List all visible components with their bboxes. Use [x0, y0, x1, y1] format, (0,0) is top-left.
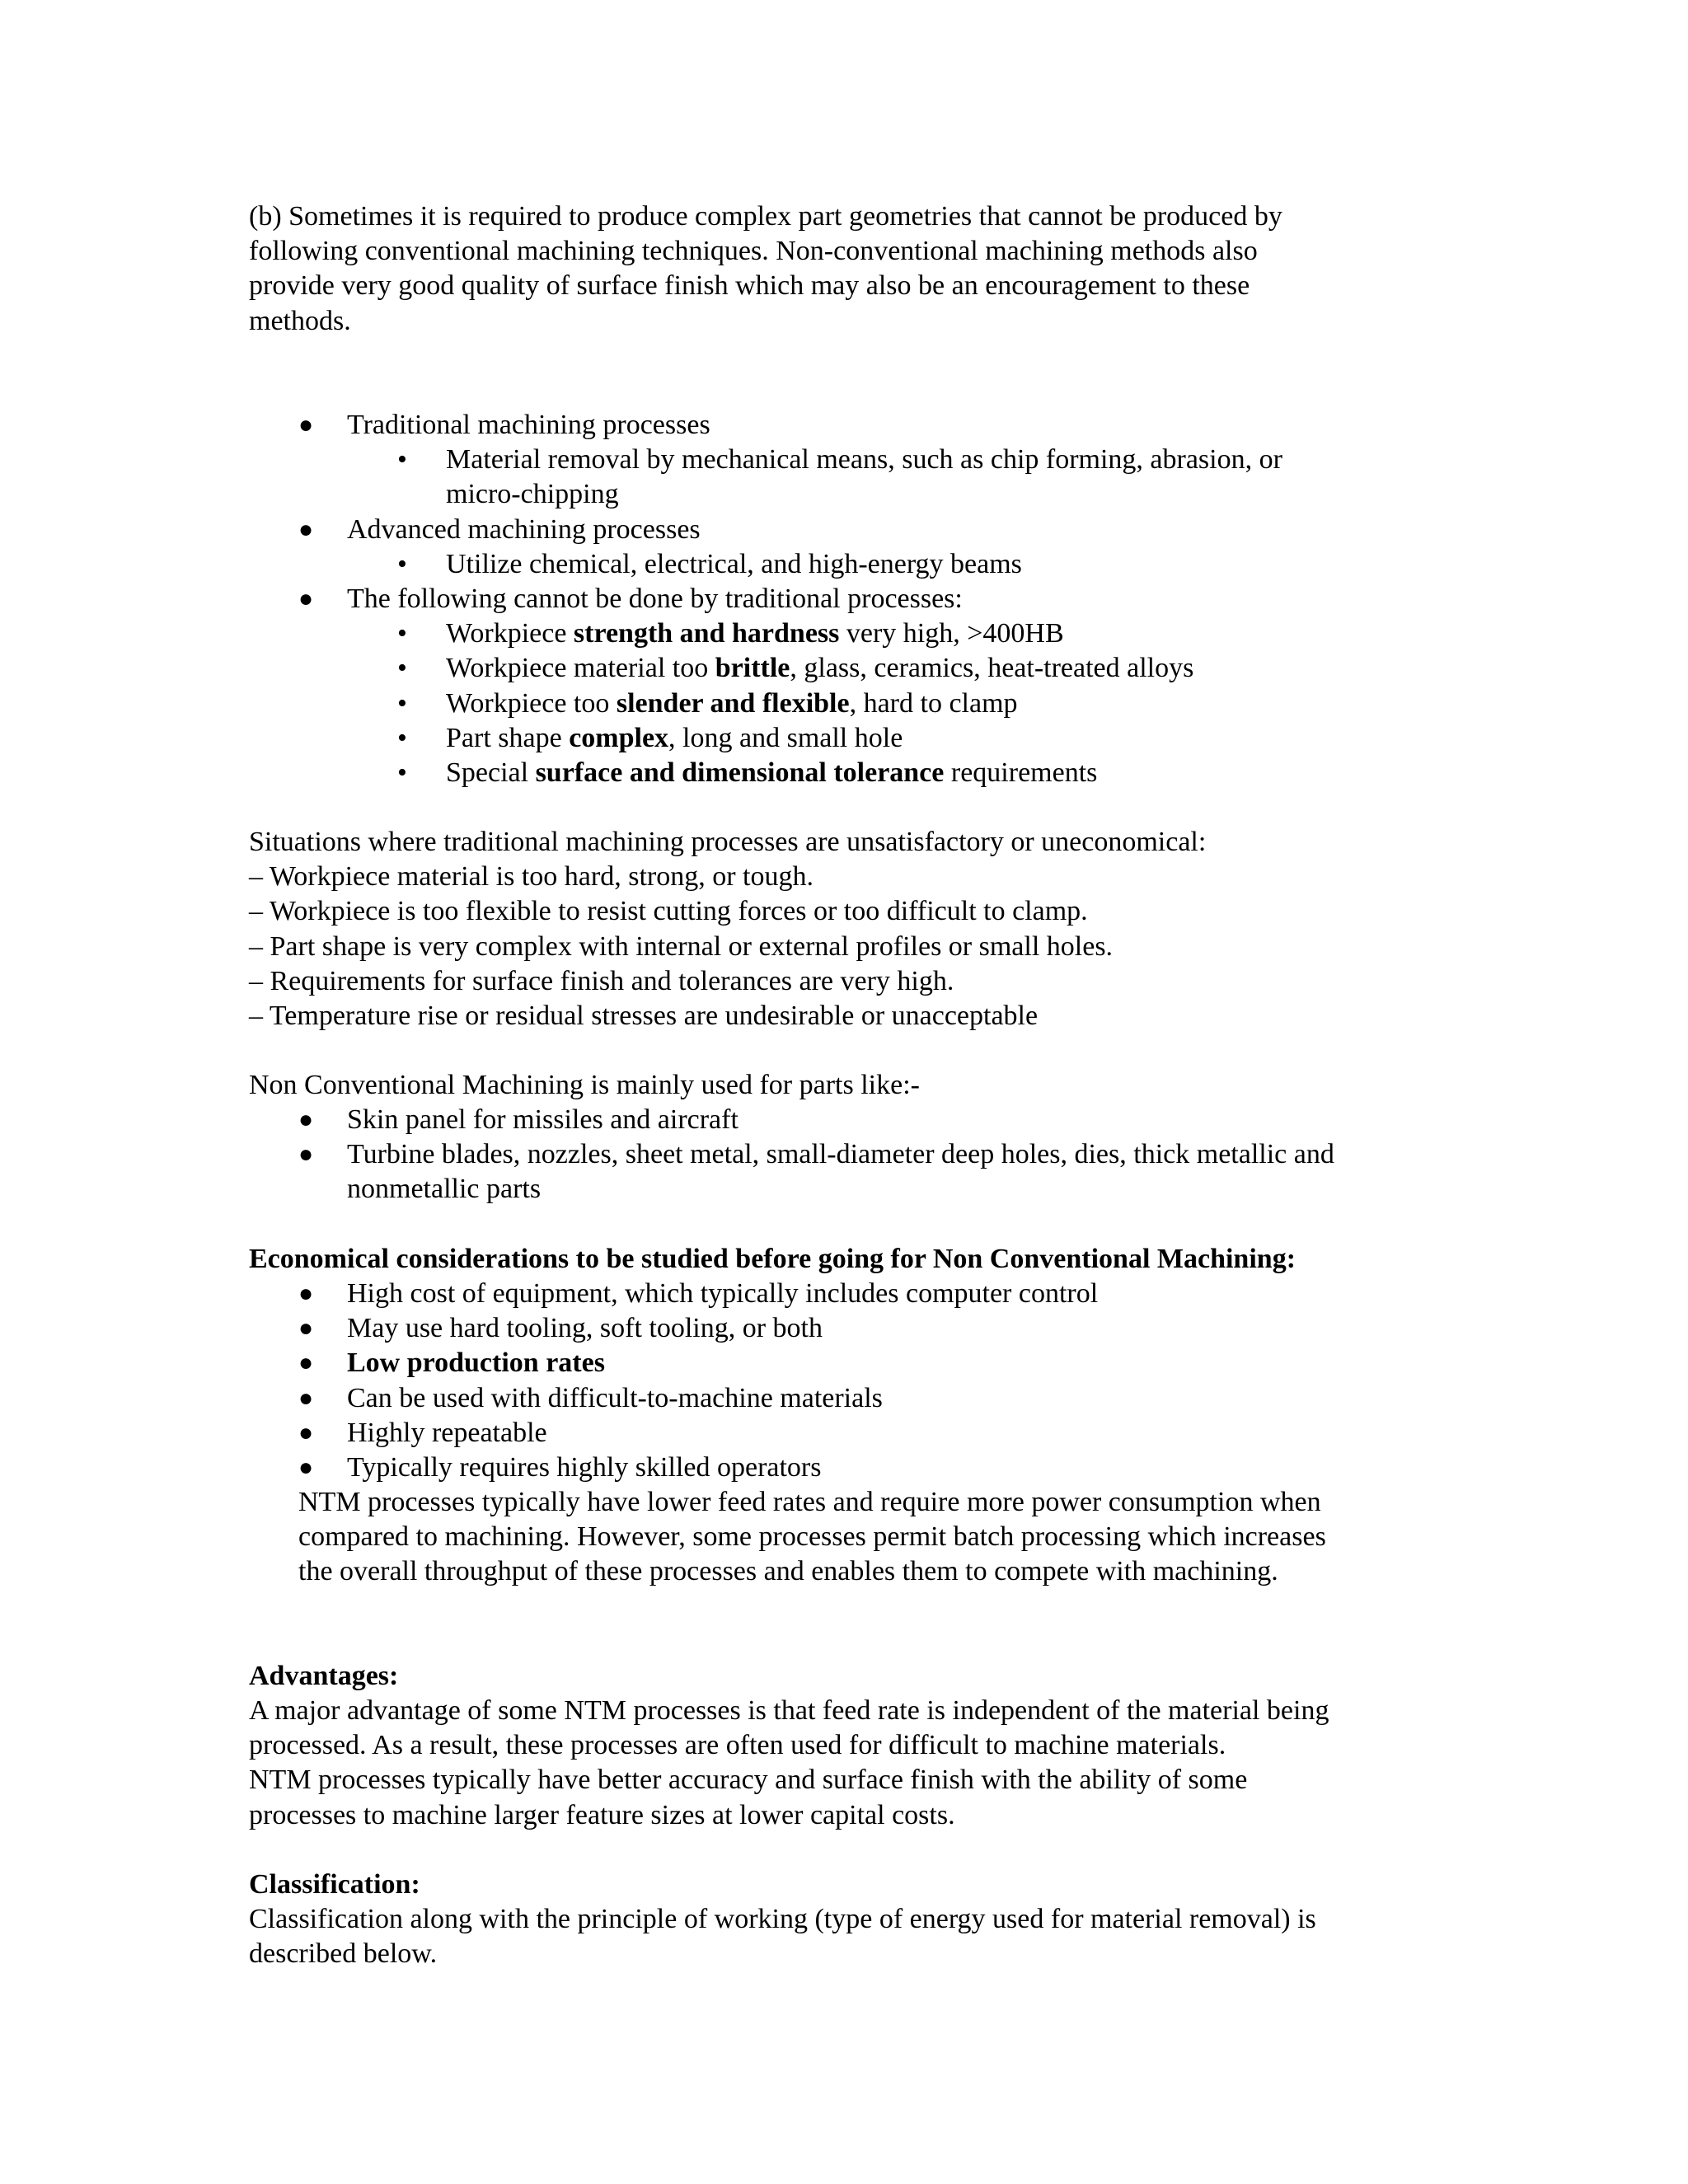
intro-line: (b) Sometimes it is required to produce complex part geometries that cannot be produced by [249, 201, 1282, 232]
sub-item-text: Workpiece too slender and flexible, hard to clamp [446, 687, 1018, 719]
economical-note [298, 1485, 1326, 1590]
bullet-icon: ● [298, 1280, 314, 1307]
bullet-icon: ● [298, 411, 314, 438]
sub-bullet-icon: • [397, 548, 407, 579]
list-item-advanced [0, 513, 1688, 547]
list-item [0, 1103, 1688, 1137]
list-item-label: Skin panel for missiles and aircraft [347, 1104, 738, 1135]
classification-line: described below. [249, 1938, 438, 1970]
note-line: compared to machining. However, some processes permit batch processing which increases [298, 1521, 1326, 1553]
bullet-icon: ● [298, 1453, 314, 1481]
bullet-icon: ● [298, 584, 314, 612]
sub-item-text: Workpiece strength and hardness very high, >400HB [446, 618, 1064, 649]
list-item-label: Advanced machining processes [347, 513, 701, 545]
intro-line: following conventional machining techniques. Non-conventional machining methods also [249, 236, 1258, 267]
sub-bullet-icon: • [397, 444, 407, 476]
sub-bullet-icon: • [397, 653, 407, 684]
list-item-label: Can be used with difficult-to-machine materials [347, 1382, 883, 1413]
situations-line: – Requirements for surface finish and tolerances are very high. [249, 965, 954, 996]
sub-bullet-icon: • [397, 757, 407, 788]
situations-line: – Temperature rise or residual stresses are undesirable or unacceptable [249, 1000, 1039, 1031]
bullet-icon: ● [298, 1384, 314, 1412]
advantages-line: NTM processes typically have better accuracy and surface finish with the ability of some [249, 1765, 1248, 1796]
list-item-label: Typically requires highly skilled operators [347, 1451, 822, 1483]
process-list [0, 408, 1688, 790]
sub-bullet-icon: • [397, 687, 407, 719]
sub-item-text: Material removal by mechanical means, such as chip forming, abrasion, or micro-chipping [446, 444, 1282, 510]
list-item [0, 1137, 1688, 1207]
economical-heading: Economical considerations to be studied before going for Non Conventional Machining: [249, 1244, 1296, 1274]
intro-line: methods. [249, 305, 351, 336]
sub-item-text: Utilize chemical, electrical, and high-energy beams [446, 548, 1022, 579]
note-line: the overall throughput of these processes and enables them to compete with machining. [298, 1556, 1278, 1587]
list-item-label: High cost of equipment, which typically includes computer control [347, 1278, 1099, 1309]
sub-item-text: Special surface and dimensional tolerance requirements [446, 757, 1098, 788]
sub-item [0, 651, 1688, 686]
sub-item [0, 443, 1688, 512]
intro-paragraph [249, 199, 1282, 339]
sub-item-text: Workpiece material too brittle, glass, ceramics, heat-treated alloys [446, 653, 1194, 684]
sub-item [0, 616, 1688, 651]
sub-item [0, 756, 1688, 790]
intro-line: provide very good quality of surface finish which may also be an encouragement to these [249, 270, 1250, 302]
list-item-label: May use hard tooling, soft tooling, or both [347, 1313, 823, 1344]
bullet-icon: ● [298, 1315, 314, 1343]
list-item [0, 1416, 1688, 1451]
situations-paragraph [249, 825, 1206, 1033]
advantages-paragraph [249, 1694, 1329, 1833]
list-item-label: The following cannot be done by traditional processes: [347, 583, 963, 614]
classification-line: Classification along with the principle of working (type of energy used for material removal) is [249, 1904, 1316, 1934]
sub-item-text: Part shape complex, long and small hole [446, 722, 903, 753]
situations-line: Situations where traditional machining processes are unsatisfactory or uneconomical: [249, 827, 1207, 857]
uses-heading: Non Conventional Machining is mainly used for parts like:- [249, 1070, 920, 1100]
advantages-line: processes to machine larger feature sizes at lower capital costs. [249, 1799, 955, 1830]
list-item [0, 1277, 1688, 1311]
list-item-label: Turbine blades, nozzles, sheet metal, small-diameter deep holes, dies, thick metallic and nonmetallic parts [347, 1139, 1334, 1205]
advantages-line: processed. As a result, these processes are often used for difficult to machine materials. [249, 1730, 1226, 1761]
advantages-line: A major advantage of some NTM processes is that feed rate is independent of the material being [249, 1695, 1329, 1726]
situations-line: – Workpiece material is too hard, strong, or tough. [249, 861, 814, 893]
list-item [0, 1346, 1688, 1380]
sub-bullet-icon: • [397, 722, 407, 753]
note-line: NTM processes typically have lower feed rates and require more power consumption when [298, 1487, 1321, 1517]
situations-line: – Part shape is very complex with internal or external profiles or small holes. [249, 930, 1114, 962]
uses-list [0, 1103, 1688, 1207]
bullet-icon: ● [298, 515, 314, 543]
list-item [0, 1381, 1688, 1416]
sub-bullet-icon: • [397, 618, 407, 649]
classification-heading: Classification: [249, 1869, 420, 1900]
list-item-label: Traditional machining processes [347, 410, 710, 440]
bullet-icon: ● [298, 1418, 314, 1446]
list-item-cannot [0, 582, 1688, 616]
situations-line: – Workpiece is too flexible to resist cutting forces or too difficult to clamp. [249, 896, 1088, 927]
advantages-heading: Advantages: [249, 1661, 399, 1691]
list-item-traditional [0, 408, 1688, 443]
list-item [0, 1451, 1688, 1485]
bullet-icon: ● [298, 1106, 314, 1133]
bullet-icon: ● [298, 1349, 314, 1377]
list-item [0, 1311, 1688, 1346]
bullet-icon: ● [298, 1141, 314, 1169]
sub-item [0, 547, 1688, 582]
list-item-label: Highly repeatable [347, 1417, 547, 1448]
sub-item [0, 687, 1688, 721]
classification-paragraph [249, 1902, 1316, 1971]
list-item-label: Low production rates [347, 1347, 605, 1379]
sub-item [0, 721, 1688, 756]
economical-list [0, 1277, 1688, 1485]
